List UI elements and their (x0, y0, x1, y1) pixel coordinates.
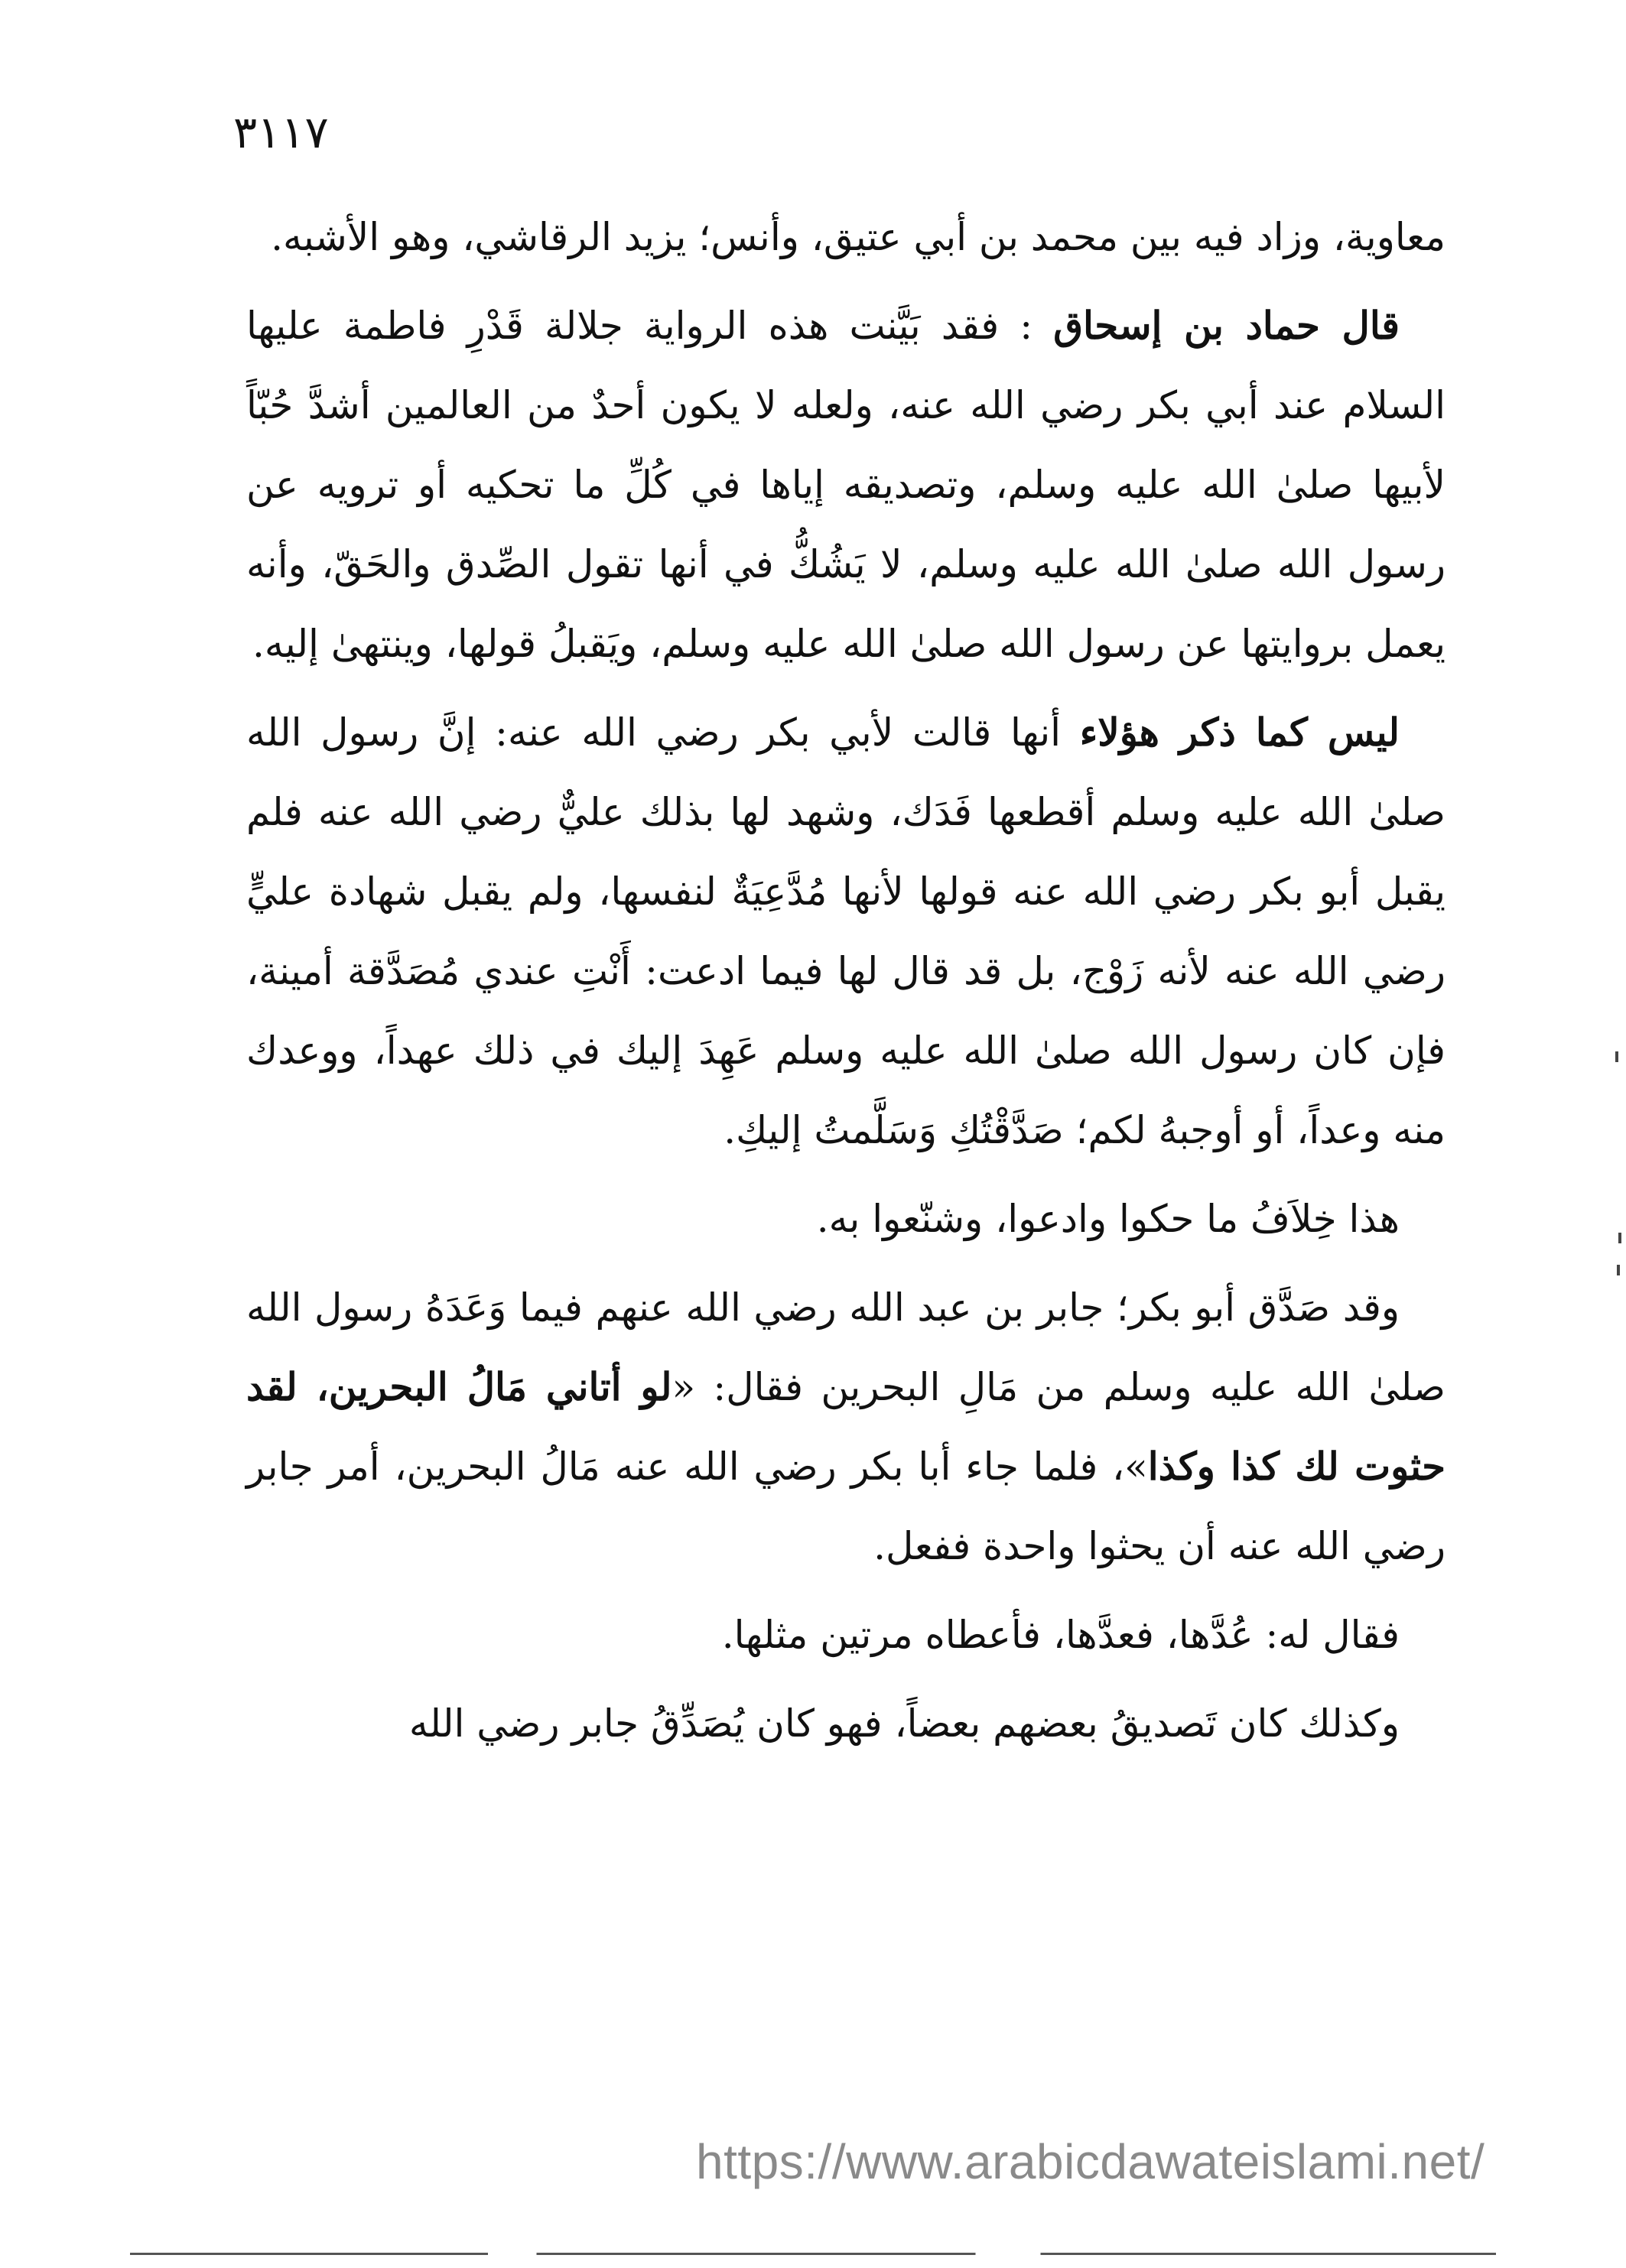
paragraph-5 (246, 1268, 1446, 1586)
paragraph-5-text-before: وقد صَدَّق أبو بكر؛ جابر بن عبد الله رضي الله عنهم فيما وَعَدَهُ رسول الله صلىٰ الله عليه وسلم من مَالِ البحرين فقال: « (246, 1285, 1446, 1409)
margin-mark (1618, 1233, 1621, 1243)
paragraph-2-lead: قال حماد بن إسحاق (1053, 303, 1400, 348)
paragraph-2 (246, 286, 1446, 684)
paragraph-4-text: هذا خِلاَفُ ما حكوا وادعوا، وشنّعوا به. (816, 1197, 1400, 1241)
paragraph-7 (246, 1684, 1446, 1763)
paragraph-6-text: فقال له: عُدَّها، فعدَّها، فأعطاه مرتين مثلها. (721, 1613, 1400, 1657)
margin-mark (1615, 1051, 1618, 1062)
paragraph-4 (246, 1179, 1446, 1259)
paragraph-1 (246, 197, 1446, 277)
watermark-url: https://www.arabicdawateislami.net/ (696, 2134, 1485, 2189)
paragraph-3-text: أنها قالت لأبي بكر رضي الله عنه: إنَّ رسول الله صلىٰ الله عليه وسلم أقطعها فَدَك، وشهد لها بذلك عليٌّ رضي الله عنه فلم يقبل أبو بكر رضي الله عنه قولها لأنها مُدَّعِيَةٌ لنفسها، ولم يقبل شهادة عليٍّ رضي الله عنه لأنه زَوْج، بل قد قال لها فيما ادعت: أَنْتِ عندي مُصَدَّقة أمينة، فإن كان رسول الله صلىٰ الله عليه وسلم عَهِدَ إليك في ذلك عهداً، ووعدك منه وعداً، أو أوجبهُ لكم؛ صَدَّقْتُكِ وَسَلَّمتُ إليكِ. (246, 710, 1446, 1152)
paragraph-5-text-after: »، فلما جاء أبا بكر رضي الله عنه مَالُ البحرين، أمر جابر رضي الله عنه أن يحثوا واحدة ففعل. (246, 1444, 1446, 1568)
paragraph-2-text: : فقد بَيَّنت هذه الرواية جلالة قَدْرِ فاطمة عليها السلام عند أبي بكر رضي الله عنه، ولعله لا يكون أحدٌ من العالمين أشدَّ حُبّاً لأبيها صلىٰ الله عليه وسلم، وتصديقه إياها في كُلِّ ما تحكيه أو ترويه عن رسول الله صلىٰ الله عليه وسلم، لا يَشُكُّ في أنها تقول الصِّدق والحَقّ، وأنه يعمل بروايتها عن رسول الله صلىٰ الله عليه وسلم، ويَقبلُ قولها، وينتهىٰ إليه. (246, 304, 1446, 666)
main-text (246, 197, 1446, 1772)
margin-mark (1617, 1265, 1620, 1275)
paragraph-1-text: معاوية، وزاد فيه بين محمد بن أبي عتيق، وأنس؛ يزيد الرقاشي، وهو الأشبه. (271, 215, 1446, 259)
hadith-quote: لو أتاني مَالُ البحرين، لقد حثوت لك كذا وكذا (246, 1364, 1446, 1489)
paragraph-6 (246, 1595, 1446, 1675)
paragraph-3-lead: ليس كما ذكر هؤلاء (1079, 710, 1400, 755)
paragraph-7-text: وكذلك كان تَصديقُ بعضهم بعضاً، فهو كان يُصَدِّقُ جابر رضي الله (408, 1701, 1400, 1746)
bottom-scan-edge (0, 2253, 1626, 2255)
page-number: ٣١١٧ (233, 106, 329, 158)
paragraph-3 (246, 693, 1446, 1170)
